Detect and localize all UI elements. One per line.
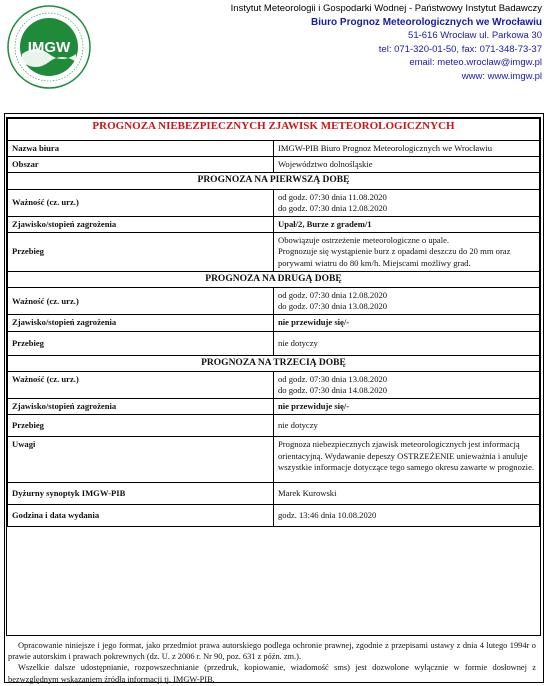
copyright-notice (8, 640, 536, 685)
letterhead (0, 0, 550, 112)
email[interactable]: email: meteo.wroclaw@imgw.pl (409, 57, 542, 69)
day3-validity-label: Ważność (cz. urz.) (8, 371, 274, 398)
logo-text: IMGW (27, 39, 71, 56)
day1-valid-from: od godz. 07:30 dnia 11.08.2020 (278, 191, 387, 202)
day3-valid-to: do godz. 07:30 dnia 14.08.2020 (278, 385, 388, 396)
remarks-label: Uwagi (8, 437, 274, 483)
document-title: PROGNOZA NIEBEZPIECZNYCH ZJAWISK METEOROLOGICZNYCH (92, 120, 455, 132)
day1-heading: PROGNOZA NA PIERWSZĄ DOBĘ (8, 173, 540, 189)
day3-valid-from: od godz. 07:30 dnia 13.08.2020 (278, 373, 388, 384)
office-label: Nazwa biura (8, 141, 274, 157)
day3-heading: PROGNOZA NA TRZECIĄ DOBĘ (8, 355, 540, 371)
document-title-cell (8, 119, 540, 141)
day1-course-value (274, 233, 540, 272)
imgw-logo (6, 4, 92, 90)
day3-phenomenon-label: Zjawisko/stopień zagrożenia (8, 399, 274, 415)
area-label: Obszar (8, 157, 274, 173)
day1-phenomenon-label: Zjawisko/stopień zagrożenia (8, 217, 274, 233)
day2-valid-from: od godz. 07:30 dnia 12.08.2020 (278, 290, 388, 301)
website[interactable]: www: www.imgw.pl (461, 70, 542, 82)
address: 51-616 Wrocław ul. Parkowa 30 (408, 30, 542, 42)
day2-course-label: Przebieg (8, 331, 274, 355)
remarks-value: Prognoza niebezpiecznych zjawisk meteorologicznych jest informacją orientacyjną. Wydawanie depeszy OSTRZEŻENIE unieważnia i anuluje wszystkie informacje dotyczące tego samego okresu zawarte w prognozie. (274, 437, 540, 483)
day1-valid-to: do godz. 07:30 dnia 12.08.2020 (278, 202, 388, 213)
day3-course-value: nie dotyczy (274, 415, 540, 437)
day3-phenomenon-value: nie przewiduje się/- (274, 399, 540, 415)
letterhead-text (231, 2, 542, 84)
duty-forecaster-label: Dyżurny synoptyk IMGW-PIB (8, 483, 274, 505)
day2-valid-to: do godz. 07:30 dnia 13.08.2020 (278, 301, 388, 312)
day2-heading: PROGNOZA NA DRUGĄ DOBĘ (8, 271, 540, 287)
day1-course-line1: Obowiązuje ostrzeżenie meteorologiczne o upale. (278, 235, 450, 246)
day2-validity-label: Ważność (cz. urz.) (8, 288, 274, 315)
day3-validity-value (274, 371, 540, 398)
day1-validity-label: Ważność (cz. urz.) (8, 189, 274, 216)
day1-course-label: Przebieg (8, 233, 274, 272)
forecast-table-wrapper (6, 117, 541, 636)
copyright-paragraph-1: Opracowanie niniejsze i jego format, jako przedmiot prawa autorskiego podlega ochronie prawnej, zgodnie z przepisami ustawy z dnia 4 lutego 1994r o prawie autorskim i prawach pokrewnych (dz. U. z 2006 r. Nr 90, poz. 631 z późn. zm.). (8, 641, 536, 662)
day2-course-value: nie dotyczy (274, 331, 540, 355)
copyright-paragraph-2: Wszelkie dalsze udostępnianie, rozpowszechnianie (przedruk, kopiowanie, wiadomość sms) jest dozwolone wyłącznie w formie dosłownej z bezwzględnym wskazaniem źródła informacji tj. IMGW-PIB. (8, 663, 536, 684)
office-value: IMGW-PIB Biuro Prognoz Meteorologicznych we Wrocławiu (274, 141, 540, 157)
bureau-name: Biuro Prognoz Meteorologicznych we Wrocławiu (311, 16, 542, 28)
area-value: Województwo dolnośląskie (274, 157, 540, 173)
day1-course-line2: Prognozuje się wystąpienie burz z opadami deszczu do 20 mm oraz porywami wiatru do 80 km/h. Miejscami możliwy grad. (278, 246, 511, 268)
institute-name: Instytut Meteorologii i Gospodarki Wodnej - Państwowy Instytut Badawczy (230, 3, 542, 14)
day1-phenomenon-value: Upał/2, Burze z gradem/1 (274, 217, 540, 233)
day1-validity-value (274, 189, 540, 216)
day2-phenomenon-label: Zjawisko/stopień zagrożenia (8, 315, 274, 331)
day2-validity-value (274, 288, 540, 315)
issued-value: godz. 13:46 dnia 10.08.2020 (274, 505, 540, 527)
issued-label: Godzina i data wydania (8, 505, 274, 527)
duty-forecaster-value: Marek Kurowski (274, 483, 540, 505)
forecast-table (7, 118, 540, 527)
day2-phenomenon-value: nie przewiduje się/- (274, 315, 540, 331)
day3-course-label: Przebieg (8, 415, 274, 437)
phone: tel: 071-320-01-50, fax: 071-348-73-37 (378, 43, 542, 55)
